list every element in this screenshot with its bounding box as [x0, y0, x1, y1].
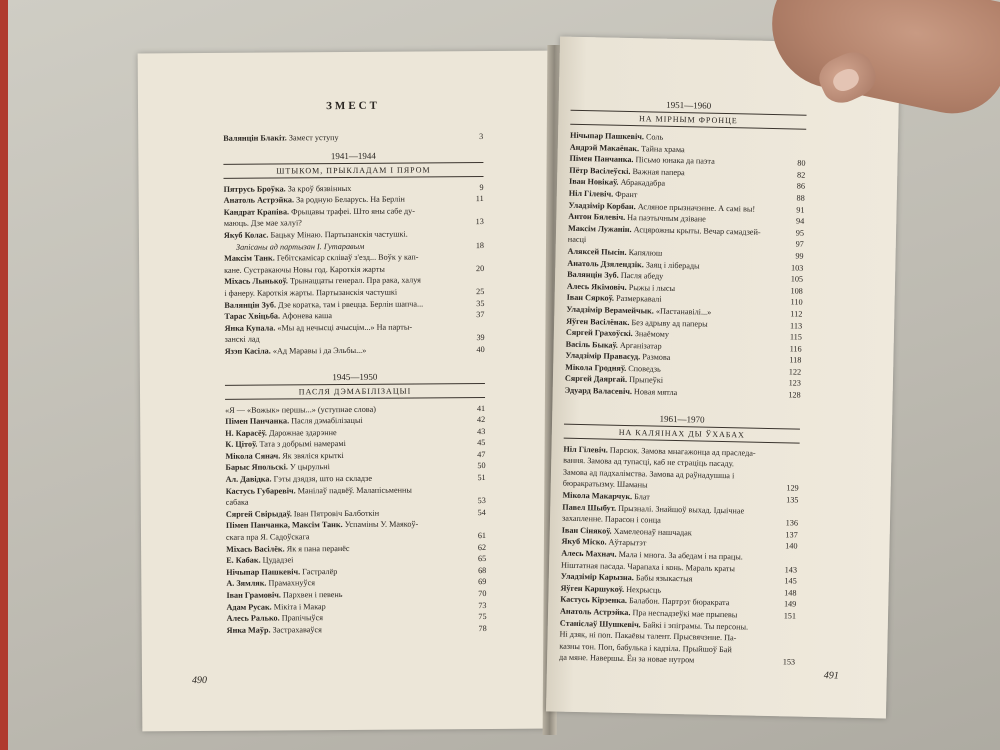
entry-title: Гэты дзядзя, што на складзе: [273, 473, 373, 484]
entry-title: занскі лад: [224, 334, 260, 345]
entry-author: Пятрусь Броўка.: [223, 184, 286, 194]
entry-author: Алесь Махнач.: [561, 548, 617, 559]
entry-author: Нічыпар Пашкевіч.: [226, 567, 301, 577]
entry-page: 82: [796, 170, 806, 180]
entry-title: скага пра Я. Садоўскага: [225, 532, 310, 542]
entry-title: Важная папера: [632, 166, 685, 177]
left-page-content: [223, 99, 487, 636]
entry-title: Прыпеўкі: [629, 375, 664, 386]
entry-title: маюць. Дзе мае халуі?: [223, 218, 302, 229]
entry-author: Сяргей Свірыдаў.: [225, 509, 292, 519]
left-sections: [223, 150, 486, 637]
entry-page: 51: [477, 473, 486, 483]
entry-page: 40: [476, 344, 485, 354]
entry-page: 91: [796, 205, 805, 215]
entry-author: Кастусь Кірэенка.: [560, 595, 628, 606]
entry-title: Пасля абеду: [620, 270, 664, 281]
entry-author: Мікола Гродняў.: [565, 362, 627, 373]
entry-page: 13: [475, 217, 484, 227]
entry-title: Манілаў падвёў. Малапісьменны: [297, 485, 412, 495]
entry-title: і фанеру. Кароткія жарты. Партызанскія частушкі: [224, 287, 398, 298]
entry-author: Пімен Панчанка, Максім Танк.: [225, 520, 343, 531]
entry-title: Арганізатар: [619, 340, 662, 351]
entry-author: Максім Лужанін.: [568, 223, 632, 234]
entry-author: Янка Купала.: [224, 323, 276, 333]
right-page: [546, 37, 900, 719]
entry-page: 110: [790, 297, 803, 307]
entry-page: 11: [475, 194, 484, 204]
entry-title: да мяне. Навершы. Ён за новае нутром: [559, 652, 695, 665]
entry-page: 80: [797, 158, 806, 168]
entry-author: Васіль Быкаў.: [565, 339, 619, 350]
entry-author: Максім Танк.: [224, 253, 275, 263]
section-years: 1941—1944: [330, 150, 376, 161]
entry-title: Байкі і эпіграмы. Ты персоны.: [642, 619, 749, 632]
entry-author: Эдуард Валасевіч.: [564, 385, 633, 397]
entry-author: Міхась Васілёк.: [226, 544, 285, 554]
entry-title: Пісьмо юнака да паэта: [635, 155, 715, 166]
entry-page: 37: [476, 310, 485, 320]
entry-page: 69: [478, 577, 487, 587]
entry-page: 54: [477, 507, 486, 517]
entry-page: 9: [479, 182, 484, 192]
entry-page: 86: [796, 181, 806, 192]
entry-author: Міхась Лынькоў.: [224, 276, 288, 287]
entry-author: Яўген Каршукоў.: [560, 583, 625, 594]
entry-title: Прызналі. Знайшоў выхад. Ідыічнае: [618, 503, 745, 516]
entry-page: 135: [786, 495, 799, 505]
toc-title: ЗМЕСТ: [326, 99, 380, 113]
entry-page: 128: [788, 390, 801, 400]
entry-title: Гебітскамісар скліваў з'езд... Воўк у кап-: [276, 252, 419, 263]
entry-title: Мікіта і Макар: [273, 601, 326, 612]
entry-title: Успаміны У. Маякоў-: [344, 519, 419, 530]
entry-title: «Ад Маравы і да Эльбы...»: [272, 345, 367, 356]
section-years: 1945—1950: [332, 371, 378, 382]
entry-author: Пётр Васілеўскі.: [569, 165, 631, 176]
entry-title: Размова: [642, 352, 671, 363]
section-rule: [225, 397, 485, 400]
entry-page: 118: [789, 355, 802, 365]
entry-title: Рыжы і лысы: [628, 282, 676, 293]
entry-author: Станіслаў Шушкевіч.: [559, 618, 641, 629]
entry-author: Іван Новікаў.: [568, 177, 619, 188]
entry-title: Без адрыву ад паперы: [631, 317, 708, 329]
entry-title: Ніштатная пасада. Чарапаха і конь. Мараль краты: [560, 560, 735, 573]
entry-title: Афонева каша: [282, 311, 333, 321]
entry-page: 137: [785, 530, 798, 540]
entry-author: Сяргей Даяргай.: [564, 374, 628, 385]
entry-author: Уладзімір Корбан.: [568, 200, 636, 211]
entry-page: 99: [795, 251, 804, 261]
section-years: 1951—1960: [666, 99, 712, 111]
entry-page: 105: [790, 274, 804, 284]
entry-author: Нічыпар Пашкевіч.: [569, 130, 645, 142]
intro-author: Валянцін Блакіт.: [223, 133, 287, 143]
entry-title: Трынаццаты генерал. Пра рака, халуя: [289, 275, 421, 286]
entry-title: Балабон. Партрэт бюракрата: [628, 596, 730, 608]
entry-page: 43: [477, 426, 486, 436]
entry-author: К. Цітоў.: [225, 439, 258, 450]
entry-page: 149: [783, 599, 797, 609]
entry-title: Тата з добрымі намерамі: [259, 439, 346, 449]
entry-title: За кроў бязвінных: [287, 183, 352, 193]
section-title: НА МІРНЫМ ФРОНЦЕ: [638, 114, 738, 126]
section-title: ПАСЛЯ ДЭМАБІЛІЗАЦЫІ: [298, 386, 412, 396]
entry-title: У цырульні: [289, 462, 330, 472]
page-number-left: 490: [191, 674, 208, 687]
entry-title: Замова ад падхалімства. Замова ад раўнадушша і: [562, 467, 735, 481]
entry-page: 151: [783, 611, 797, 621]
entry-title: «Я — «Вожык» першы...» (уступнае слова): [225, 404, 376, 415]
page-number-right: 491: [823, 670, 839, 682]
entry-title: Парсюк. Замова мнагажонца ад праследа-: [609, 445, 756, 458]
entry-author: Адам Русак.: [226, 602, 272, 612]
entry-author: Язэп Касіла.: [224, 346, 271, 356]
entry-author: Яўген Васілёнак.: [566, 316, 630, 327]
intro-text: Замест уступу: [288, 133, 339, 143]
entry-title: Тайна храма: [641, 143, 685, 154]
entry-page: 116: [789, 344, 802, 354]
entry-page: 47: [477, 449, 486, 459]
entry-author: Янка Маўр.: [226, 625, 271, 635]
entry-title: Новая мятла: [633, 387, 678, 398]
entry-page: 73: [478, 600, 487, 610]
entry-title: Бацьку Мінаю. Партызанскія частушкі.: [270, 229, 408, 240]
entry-page: 35: [476, 298, 485, 308]
entry-page: 18: [475, 240, 485, 250]
section-title: НА КАЛЯІНАХ ДЫ ЎХАБАХ: [618, 427, 745, 440]
entry-page: 68: [478, 565, 487, 575]
entry-title: Хамелеонаў нашчадак: [613, 526, 692, 538]
entry-author: Н. Карасёў.: [225, 428, 267, 438]
entry-author: А. Зямляк.: [226, 578, 267, 589]
entry-page: 42: [476, 415, 486, 425]
entry-title: Знаёмому: [634, 329, 670, 339]
entry-author: Якуб Колас.: [223, 230, 269, 240]
entry-author: Барыс Япольскі.: [225, 462, 288, 473]
entry-title: Пархвен і певень: [282, 590, 343, 600]
entry-author: Алесь Ралько.: [226, 613, 280, 624]
entry-page: 39: [476, 333, 485, 343]
entry-page: 122: [788, 367, 802, 377]
entry-author: Уладзімір Карызна.: [560, 571, 634, 583]
entry-author: Аляксей Пысін.: [567, 246, 627, 257]
entry-page: 45: [477, 438, 486, 448]
entry-page: 50: [477, 461, 486, 471]
entry-page: 112: [790, 309, 803, 319]
entry-title: Як звяліся крыткі: [282, 450, 344, 461]
entry-page: 88: [796, 193, 805, 203]
entry-title: Заяц і ліберады: [645, 259, 700, 271]
entry-title: Нехрысць: [626, 584, 662, 595]
entry-author: Іван Сяркоў.: [566, 293, 615, 304]
entry-author: Кастусь Губаревіч.: [225, 486, 296, 496]
entry-page: 62: [477, 542, 487, 552]
entry-page: 97: [795, 239, 804, 250]
entry-author: Ал. Давідка.: [225, 474, 272, 484]
entry-page: 108: [790, 286, 803, 296]
entry-title: Ні дзяк, ні поп. Пакаёвы талент. Прысвячэнне. Па-: [559, 629, 737, 643]
entry-author: Антон Бялевіч.: [568, 211, 626, 223]
entry-page: 25: [476, 286, 485, 297]
entry-title: Запісаны ад партызан І. Гутаравым: [235, 241, 365, 252]
entry-author: Валянцін Зуб.: [567, 269, 619, 280]
entry-title: «Пастанавілі...»: [655, 306, 712, 317]
entry-page: 140: [785, 541, 798, 552]
toc-entry: [227, 623, 487, 636]
table-edge: [0, 0, 8, 750]
entry-title: «Мы ад нечысці ачысцім...» На парты-: [277, 322, 413, 333]
right-sections: [559, 98, 807, 669]
entry-author: Іван Сінякоў.: [561, 525, 612, 536]
entry-title: Фрыцавы трафеі. Што яны сабе ду-: [291, 206, 416, 217]
left-page: [138, 51, 553, 732]
entry-title: Асляное прызначэнне. А самі вы!: [637, 201, 756, 214]
entry-title: Размеркавалі: [615, 294, 662, 305]
entry-page: 78: [478, 623, 487, 633]
entry-page: 53: [477, 496, 486, 506]
entry-author: Валянцін Зуб.: [224, 300, 277, 310]
entry-author: Анатоль Астрэйка.: [559, 606, 631, 618]
entry-page: 61: [477, 531, 487, 541]
entry-author: Якуб Міско.: [561, 537, 607, 548]
entry-title: Прамахнуўся: [268, 578, 316, 588]
entry-page: 153: [782, 657, 796, 667]
entry-title: Аўтарытэт: [608, 538, 647, 548]
entry-title: бюракратызму. Шаманы: [562, 479, 648, 490]
entry-author: Тарас Хвіцьба.: [224, 311, 281, 321]
entry-author: Анатоль Дзялендзік.: [567, 258, 644, 269]
entry-author: Сяргей Грахоўскі.: [565, 327, 633, 339]
section-rule: [224, 176, 484, 179]
entry-page: 123: [788, 378, 801, 389]
entry-page: 129: [786, 483, 799, 494]
entry-author: Уладзімір Правасуд.: [565, 350, 641, 362]
right-page-content: [559, 91, 807, 669]
entry-title: За родную Беларусь. На Берлін: [296, 194, 405, 205]
entry-title: Пасля дэмабілізацыі: [291, 415, 363, 426]
entry-title: кане. Сустракаючы Новы год. Кароткія жарты: [224, 264, 385, 275]
entry-author: Кандрат Крапіва.: [223, 207, 290, 217]
entry-author: Мікола Сянач.: [225, 451, 281, 461]
entry-page: 148: [784, 588, 797, 598]
entry-title: На паэтычным дзіване: [627, 213, 706, 224]
entry-title: Споведзь: [628, 363, 661, 374]
entry-title: Блат: [634, 492, 650, 502]
entry-title: Асцярожны крыты. Вечар самадзей-: [633, 224, 761, 237]
entry-title: сабака: [225, 497, 249, 508]
entry-page: 94: [796, 216, 805, 226]
entry-author: Анатоль Астрэйка.: [223, 195, 295, 206]
entry-author: Ніл Гілевіч.: [568, 188, 614, 199]
entry-page: 41: [476, 403, 486, 413]
entry-page: 20: [475, 263, 485, 273]
entry-page: 115: [789, 332, 802, 342]
entry-page: 113: [790, 320, 803, 331]
entry-title: вання. Замова ад тупасці, каб не страціць пасаду.: [563, 455, 735, 469]
entry-title: Гастралёр: [302, 566, 338, 577]
entry-page: 75: [478, 612, 487, 622]
entry-author: Павел Шыбут.: [562, 502, 617, 513]
entry-author: Уладзімір Верамейчык.: [566, 304, 654, 316]
entry-title: Абракадабра: [620, 178, 666, 189]
entry-page: 136: [785, 518, 799, 528]
entry-title: насці: [567, 235, 587, 245]
entry-author: Іван Грамовіч.: [226, 590, 281, 600]
entry-author: Андрэй Макаёнак.: [569, 142, 640, 153]
entry-title: Франт: [615, 189, 638, 200]
entry-page: 65: [477, 554, 487, 564]
entry-title: Як я пана перанёс: [286, 543, 350, 554]
entry-page: 143: [784, 564, 798, 575]
entry-author: Алесь Якімовіч.: [566, 281, 627, 292]
entry-author: Е. Кабак.: [226, 555, 261, 566]
entry-author: Пімен Панчанка.: [569, 153, 634, 165]
entry-page: 95: [795, 228, 805, 238]
entry-title: Соль: [645, 132, 664, 142]
entry-title: Іван Пятровіч Балботкін: [293, 508, 380, 519]
section-years: 1961—1970: [659, 413, 705, 425]
entry-title: Прапічыўся: [281, 613, 324, 623]
entry-title: захапленне. Парасон і сонца: [561, 513, 661, 525]
entry-title: Дарожнае здарэнне: [268, 427, 337, 438]
toc-entry-intro: [223, 131, 483, 144]
intro-page: 3: [479, 132, 484, 142]
entry-title: Капялюш: [628, 247, 663, 258]
entry-author: Мікола Макарчук.: [562, 490, 633, 502]
entry-title: Застрахаваўся: [272, 624, 322, 635]
section-title: ШТЫКОМ, ПРЫКЛАДАМ І ПЯРОМ: [276, 164, 431, 176]
entry-page: 103: [790, 262, 804, 273]
entry-title: Бабы языкастыя: [635, 573, 693, 584]
entry-title: Цудадзеі: [262, 555, 294, 565]
toc-entry: [225, 344, 485, 357]
entry-title: казны тон. Поп, бабулька і кадзіла. Прыйшоў Бай: [559, 641, 732, 654]
entry-page: 145: [784, 576, 797, 586]
entry-author: Пімен Панчанка.: [225, 416, 290, 426]
entry-page: 70: [478, 589, 487, 599]
entry-title: Дзе коратка, там і рвецца. Берлін шапча...: [277, 298, 424, 309]
entry-title: Пра неспадзеўкі мае прыпевы: [632, 608, 738, 620]
entry-author: Ніл Гілевіч.: [563, 444, 608, 455]
entry-title: Мала і многа. За абедам і на працы.: [618, 549, 743, 562]
